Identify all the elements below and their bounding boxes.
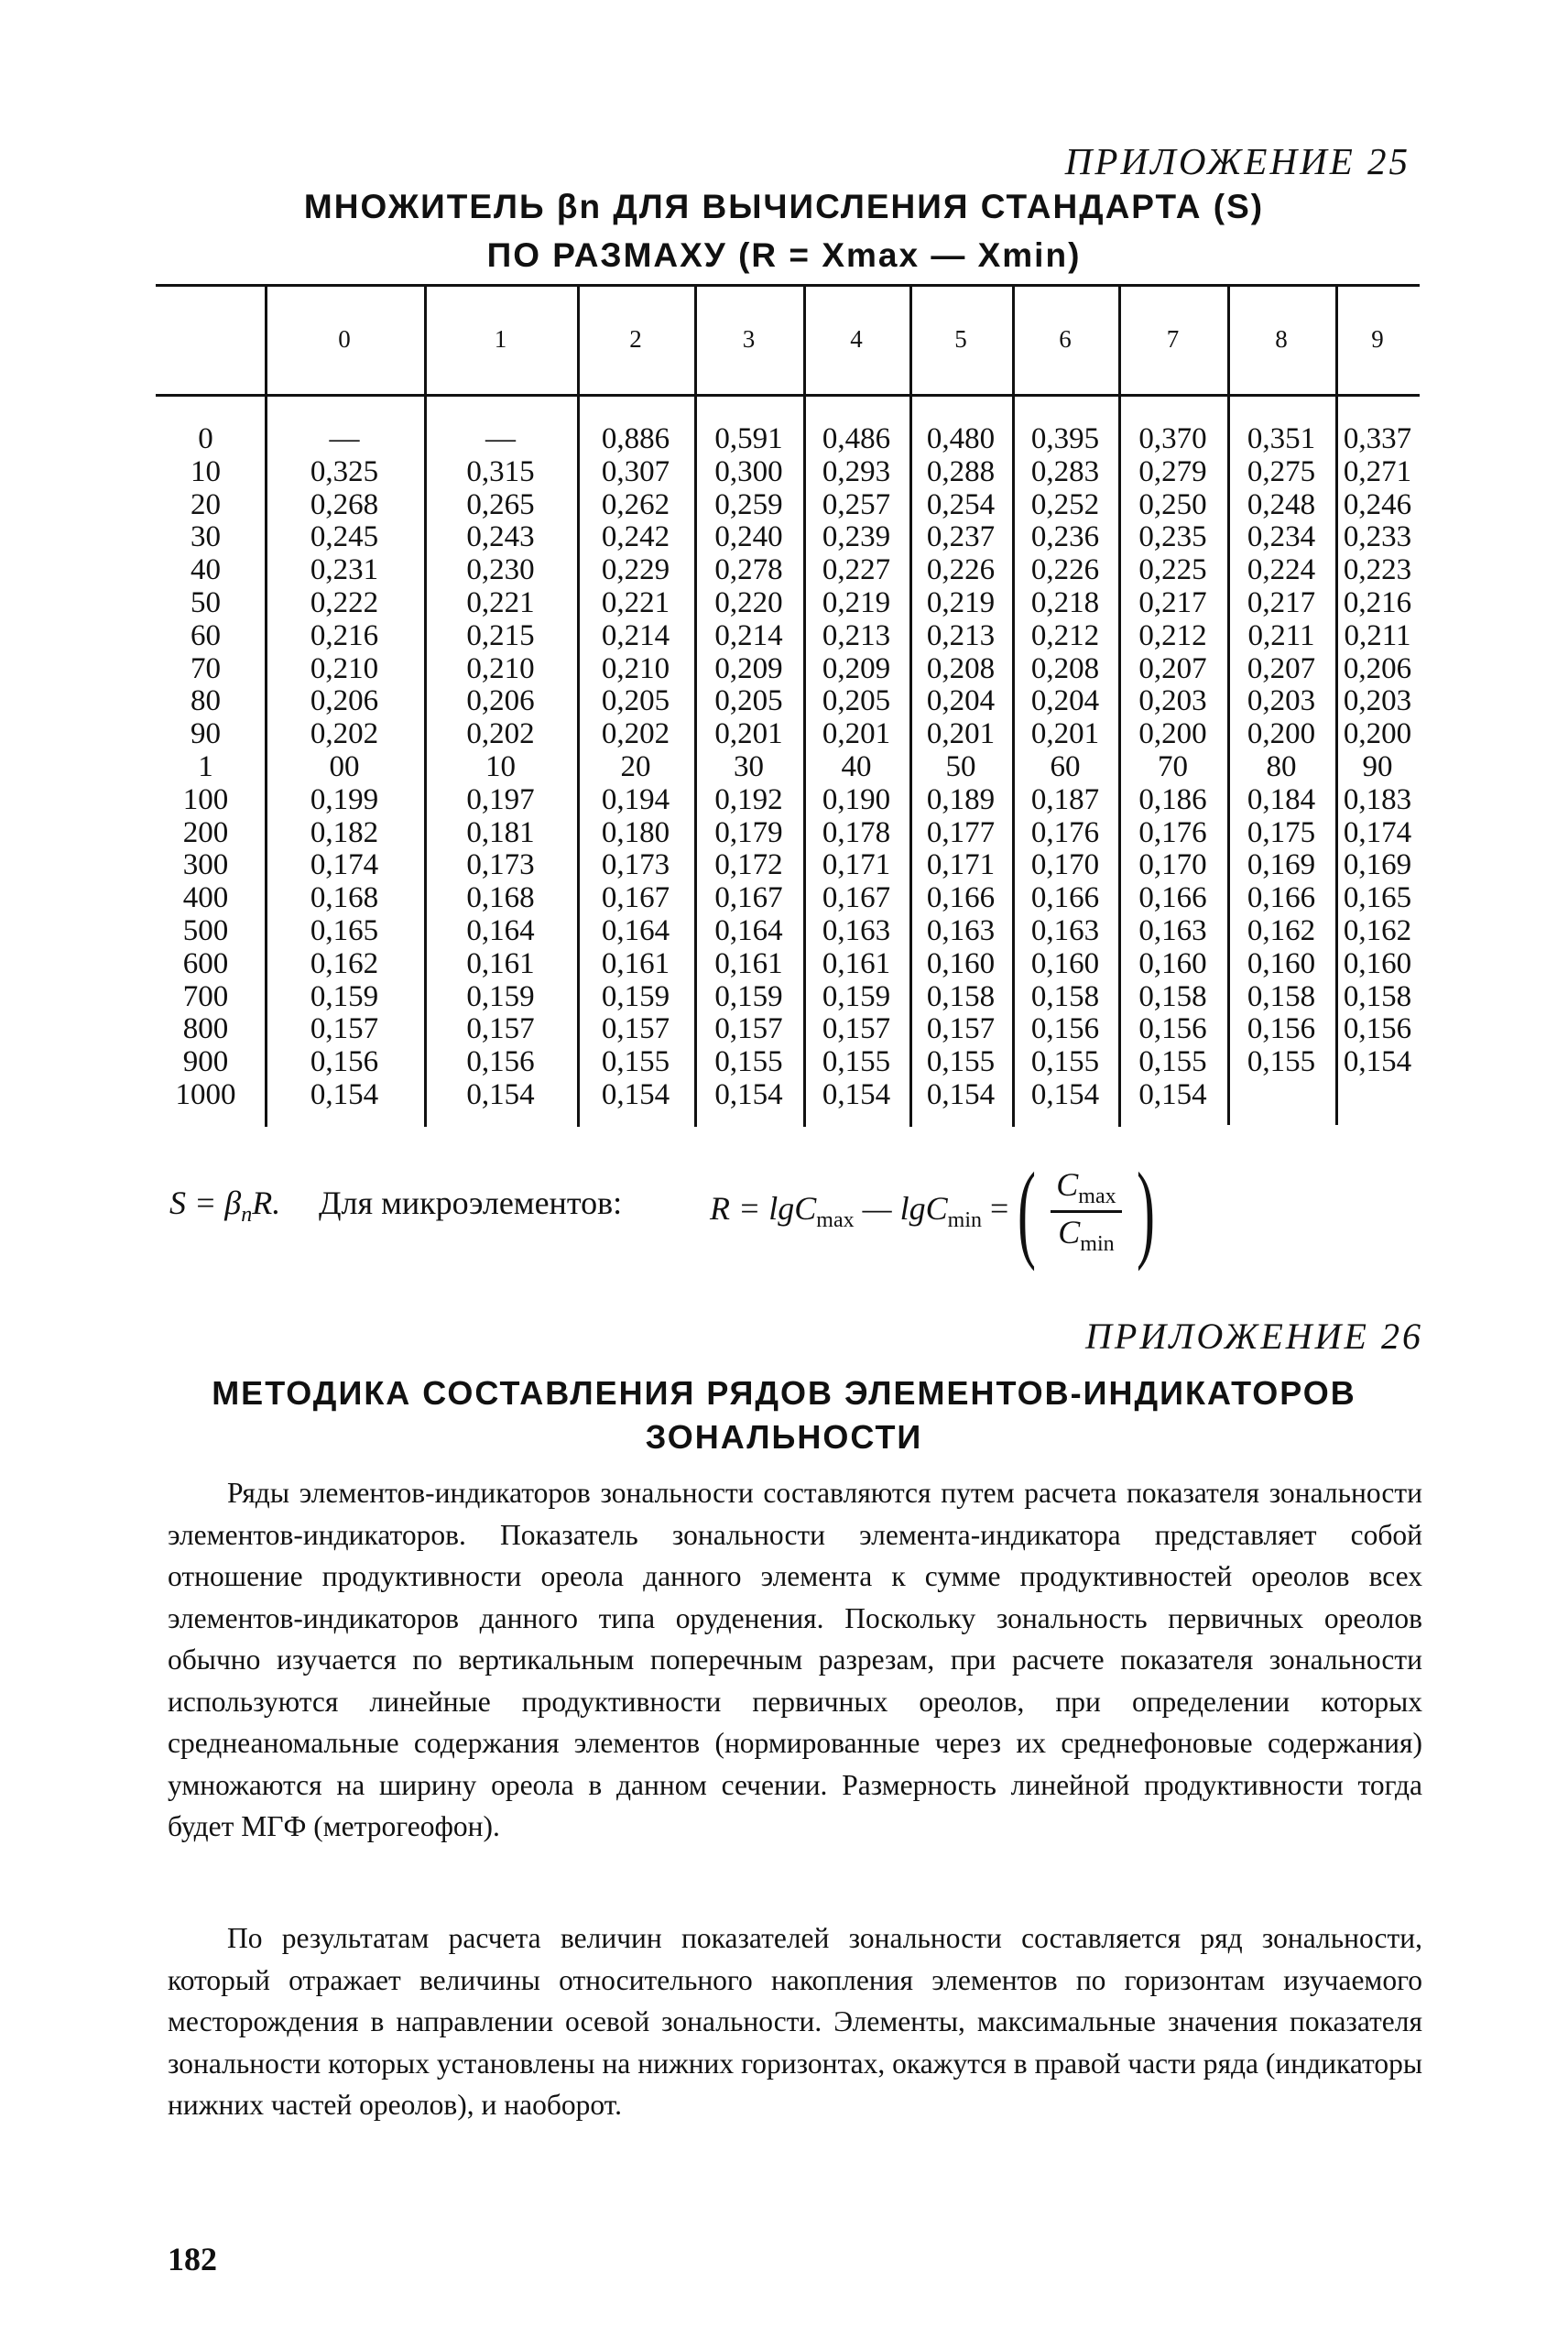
table-cell: 0,226 — [926, 553, 996, 587]
appendix-25-label: ПРИЛОЖЕНИЕ 25 — [1064, 140, 1410, 182]
page-number: 182 — [168, 2241, 217, 2277]
table-cell: 0,221 — [601, 585, 670, 619]
table-header-cell: 1 — [494, 325, 507, 353]
table-cell: 0,199 — [310, 782, 379, 816]
table-cell: 0,208 — [926, 651, 996, 685]
table-cell: 0,155 — [926, 1045, 996, 1079]
table-cell: 20 — [620, 749, 651, 783]
table-cell: 0,154 — [1138, 1077, 1207, 1111]
table-cell: 0,165 — [310, 913, 379, 947]
formula-fraction — [1051, 1165, 1121, 1256]
table-cell: 0,170 — [1030, 848, 1100, 882]
table-cell: 0,202 — [466, 717, 535, 751]
table-cell: 0,204 — [926, 684, 996, 718]
table-cell: 0,200 — [1138, 717, 1207, 751]
table-cell: 0,179 — [714, 815, 783, 849]
fraction-den-sub: min — [1080, 1231, 1115, 1256]
table-cell: 0,183 — [1343, 782, 1412, 816]
table-cell: 0,158 — [1247, 979, 1316, 1013]
table-cell — [1335, 1079, 1420, 1112]
table-cell: 0,259 — [714, 487, 783, 521]
table-cell: 0,242 — [601, 520, 670, 554]
table-cell: 0,216 — [1343, 585, 1412, 619]
table-cell: 0,201 — [926, 717, 996, 751]
table-cell: 0,169 — [1247, 848, 1316, 882]
table-cell: 0,174 — [1343, 815, 1412, 849]
table-cell: 0,167 — [822, 881, 891, 915]
table-cell: 0,157 — [822, 1012, 891, 1046]
table-cell: 0,257 — [822, 487, 891, 521]
table-top-rule — [156, 284, 1420, 287]
table-cell: 0,231 — [310, 553, 379, 587]
row-label: 80 — [191, 684, 221, 718]
formula-right-paren: ) — [1136, 1150, 1155, 1272]
table-cell: 0,156 — [1343, 1012, 1412, 1046]
row-label: 40 — [191, 553, 221, 587]
table-cell: 0,210 — [466, 651, 535, 685]
row-label: 200 — [182, 815, 229, 849]
table-cell: 0,265 — [466, 487, 535, 521]
formula-max-sub: max — [816, 1208, 855, 1233]
table-cell: 0,225 — [1138, 553, 1207, 587]
fraction-den-c: C — [1058, 1213, 1081, 1250]
table-cell: 0,161 — [466, 946, 535, 980]
table-cell: 0,181 — [466, 815, 535, 849]
table-cell: 0,200 — [1247, 717, 1316, 751]
table-cell: 0,209 — [822, 651, 891, 685]
table-cell: 0,203 — [1247, 684, 1316, 718]
table-cell: 0,236 — [1030, 520, 1100, 554]
table-header-cell: 4 — [850, 325, 863, 353]
row-label: 300 — [182, 848, 229, 882]
table-cell: 0,227 — [822, 553, 891, 587]
table-header-cell: 2 — [629, 325, 642, 353]
table-cell: 0,156 — [310, 1045, 379, 1079]
table-cell: 0,178 — [822, 815, 891, 849]
table-cell: 0,177 — [926, 815, 996, 849]
row-label: 1 — [198, 749, 213, 783]
table-cell: 0,159 — [714, 979, 783, 1013]
table-cell: 0,157 — [601, 1012, 670, 1046]
table-cell: 90 — [1362, 749, 1393, 783]
row-label: 20 — [191, 487, 221, 521]
table-cell: — — [485, 422, 516, 455]
table-cell: 0,155 — [1138, 1045, 1207, 1079]
table-cell: 0,337 — [1343, 422, 1412, 455]
table-cell: 0,217 — [1138, 585, 1207, 619]
row-label: 900 — [182, 1045, 229, 1079]
row-label: 800 — [182, 1012, 229, 1046]
table-header-cell: 9 — [1371, 325, 1384, 353]
table-cell: 0,154 — [601, 1077, 670, 1111]
paragraph-2: По результатам расчета величин показателей зональности составляется ряд зональности, который отражает величины относительного накопления элементов по горизонтам изучаемого месторождения в направлении осевой зональности. Элементы, максимальные значения показателя зональности которых установлены на нижних горизонтах, окажутся в правой части ряда (индикаторы нижних частей ореолов), и наоборот. — [168, 1922, 1422, 2121]
table-column-5 — [909, 423, 1012, 1112]
table-header-rule — [156, 394, 1420, 397]
table-cell: 0,209 — [714, 651, 783, 685]
table-cell: 0,159 — [466, 979, 535, 1013]
section-title-line-1: МЕТОДИКА СОСТАВЛЕНИЯ РЯДОВ ЭЛЕМЕНТОВ-ИНДИКАТОРОВ — [212, 1374, 1356, 1412]
table-header-cell: 7 — [1166, 325, 1180, 353]
table-cell: 0,886 — [601, 422, 670, 455]
table-cell: 0,158 — [1138, 979, 1207, 1013]
table-cell: 0,164 — [466, 913, 535, 947]
table-cell: 0,224 — [1247, 553, 1316, 587]
table-column-3 — [694, 423, 803, 1112]
table-cell: 0,245 — [310, 520, 379, 554]
table-cell: 0,165 — [1343, 881, 1412, 915]
table-cell: 0,271 — [1343, 454, 1412, 488]
table-cell: 0,159 — [310, 979, 379, 1013]
table-cell: 0,154 — [822, 1077, 891, 1111]
section-title-line-2: ЗОНАЛЬНОСТИ — [645, 1418, 923, 1456]
row-label: 100 — [182, 782, 229, 816]
formula-s-r: R. — [252, 1185, 281, 1221]
table-cell: 0,168 — [466, 881, 535, 915]
table-cell: 0,201 — [822, 717, 891, 751]
table-cell: 0,180 — [601, 815, 670, 849]
table-cell: 40 — [841, 749, 872, 783]
table-cell: 0,248 — [1247, 487, 1316, 521]
table-cell: 0,233 — [1343, 520, 1412, 554]
table-cell: 0,218 — [1030, 585, 1100, 619]
table-cell: 0,278 — [714, 553, 783, 587]
table-column-6 — [1012, 423, 1118, 1112]
table-cell: 0,164 — [714, 913, 783, 947]
table-cell: 0,395 — [1030, 422, 1100, 455]
table-cell: — — [329, 422, 360, 455]
table-cell: 0,226 — [1030, 553, 1100, 587]
table-column-9 — [1335, 423, 1420, 1112]
row-label: 500 — [182, 913, 229, 947]
table-cell: 0,212 — [1030, 618, 1100, 652]
table-cell: 0,210 — [601, 651, 670, 685]
table-cell: 0,325 — [310, 454, 379, 488]
table-cell: 0,219 — [822, 585, 891, 619]
row-label: 30 — [191, 520, 221, 554]
table-cell: 0,221 — [466, 585, 535, 619]
table-cell: 0,239 — [822, 520, 891, 554]
table-cell: 0,170 — [1138, 848, 1207, 882]
table-cell: 0,206 — [466, 684, 535, 718]
row-label: 1000 — [175, 1077, 236, 1111]
table-column-0 — [265, 423, 424, 1112]
table-cell: 0,223 — [1343, 553, 1412, 587]
table-cell: 0,154 — [714, 1077, 783, 1111]
table-cell: 0,203 — [1343, 684, 1412, 718]
table-cell: 0,262 — [601, 487, 670, 521]
table-cell: 0,154 — [926, 1077, 996, 1111]
table-cell: 0,243 — [466, 520, 535, 554]
table-cell: 0,157 — [714, 1012, 783, 1046]
table-cell: 0,176 — [1030, 815, 1100, 849]
row-label: 90 — [191, 717, 221, 751]
table-cell: 0,160 — [926, 946, 996, 980]
table-cell: 0,155 — [601, 1045, 670, 1079]
formula-eq: = — [982, 1189, 1009, 1227]
table-cell: 0,167 — [714, 881, 783, 915]
table-cell: 0,216 — [310, 618, 379, 652]
table-cell: 0,163 — [1138, 913, 1207, 947]
appendix-26-label: ПРИЛОЖЕНИЕ 26 — [1085, 1316, 1423, 1357]
table-cell: 0,293 — [822, 454, 891, 488]
formula-minus-lg: — lgC — [854, 1189, 948, 1227]
row-label: 70 — [191, 651, 221, 685]
table-cell: 0,201 — [1030, 717, 1100, 751]
table-cell: 0,166 — [1247, 881, 1316, 915]
table-cell: 0,163 — [822, 913, 891, 947]
table-cell: 0,219 — [926, 585, 996, 619]
row-label: 60 — [191, 618, 221, 652]
row-label: 600 — [182, 946, 229, 980]
table-cell: 0,154 — [466, 1077, 535, 1111]
fraction-num-c: C — [1056, 1166, 1079, 1204]
table-cell: 0,160 — [1343, 946, 1412, 980]
table-cell: 0,240 — [714, 520, 783, 554]
paragraph-1: Ряды элементов-индикаторов зональности составляются путем расчета показателя зональности элементов-индикаторов. Показатель зональности элемента-индикатора представляет собой отношение продуктивности ореола данного элемента к сумме продуктивностей ореолов всех элементов-индикаторов данного типа оруденения. Поскольку зональность первичных ореолов обычно изучается по вертикальным поперечным разрезам, при расчете показателя зональности используются линейные продуктивности первичных ореолов, при определении которых среднеаномальные содержания элементов (нормированные через их среднефоновые содержания) умножаются на ширину ореола в данном сечении. Размерность линейной продуктивности тогда будет МГФ (метрогеофон). — [168, 1477, 1422, 1842]
table-cell: 0,160 — [1138, 946, 1207, 980]
table-cell: 0,173 — [466, 848, 535, 882]
row-label: 400 — [182, 881, 229, 915]
table-cell: 0,300 — [714, 454, 783, 488]
table-cell: 0,207 — [1247, 651, 1316, 685]
table-cell: 0,189 — [926, 782, 996, 816]
table-cell: 0,486 — [822, 422, 891, 455]
formula-min-sub: min — [947, 1208, 982, 1233]
table-cell: 0,279 — [1138, 454, 1207, 488]
table-cell: 0,187 — [1030, 782, 1100, 816]
table-cell: 0,182 — [310, 815, 379, 849]
table-cell: 0,206 — [1343, 651, 1412, 685]
table-cell: 0,163 — [926, 913, 996, 947]
table-cell: 0,212 — [1138, 618, 1207, 652]
formula-s-sub: n — [241, 1203, 253, 1228]
table-cell: 0,166 — [1138, 881, 1207, 915]
table-cell: 0,204 — [1030, 684, 1100, 718]
formula-r-eq: R = lgC — [710, 1189, 817, 1227]
row-label: 10 — [191, 454, 221, 488]
table-cell: 0,161 — [714, 946, 783, 980]
table-cell: 0,246 — [1343, 487, 1412, 521]
table-cell: 0,173 — [601, 848, 670, 882]
table-cell: 0,162 — [1343, 913, 1412, 947]
table-cell: 0,205 — [601, 684, 670, 718]
table-cell: 0,205 — [822, 684, 891, 718]
table-header-cell: 6 — [1059, 325, 1072, 353]
table-cell: 0,214 — [601, 618, 670, 652]
table-cell: 0,167 — [601, 881, 670, 915]
table-cell: 0,154 — [1343, 1045, 1412, 1079]
table-cell: 0,161 — [822, 946, 891, 980]
table-cell: 0,158 — [1343, 979, 1412, 1013]
table-cell: 0,192 — [714, 782, 783, 816]
table-cell: 0,351 — [1247, 422, 1316, 455]
table-cell: 0,250 — [1138, 487, 1207, 521]
table-cell: 0,157 — [466, 1012, 535, 1046]
table-cell: 0,217 — [1247, 585, 1316, 619]
table-cell: 0,156 — [1030, 1012, 1100, 1046]
table-cell: 0,175 — [1247, 815, 1316, 849]
table-cell: 0,155 — [822, 1045, 891, 1079]
table-cell: 0,171 — [926, 848, 996, 882]
table-cell: 0,213 — [926, 618, 996, 652]
table-cell: 0,370 — [1138, 422, 1207, 455]
table-cell: 0,166 — [1030, 881, 1100, 915]
table-cell: 0,161 — [601, 946, 670, 980]
table-cell: 0,156 — [1138, 1012, 1207, 1046]
table-cell: 50 — [945, 749, 976, 783]
table-cell: 0,155 — [714, 1045, 783, 1079]
table-cell: 70 — [1158, 749, 1188, 783]
table-cell: 0,237 — [926, 520, 996, 554]
row-label: 50 — [191, 585, 221, 619]
table-title-line-2: ПО РАЗМАХУ (R = Xmax — Xmin) — [486, 236, 1082, 274]
table-column-2 — [577, 423, 694, 1112]
table-cell: 0,283 — [1030, 454, 1100, 488]
table-cell: 0,156 — [466, 1045, 535, 1079]
table-column-4 — [803, 423, 909, 1112]
table-cell: 0,156 — [1247, 1012, 1316, 1046]
table-row-labels — [147, 423, 265, 1112]
table-cell: 0,275 — [1247, 454, 1316, 488]
formula-left-paren: ( — [1018, 1150, 1037, 1272]
table-cell: 0,234 — [1247, 520, 1316, 554]
table-cell: 0,201 — [714, 717, 783, 751]
table-cell: 0,197 — [466, 782, 535, 816]
table-cell: 0,207 — [1138, 651, 1207, 685]
table-cell: 0,186 — [1138, 782, 1207, 816]
row-label: 0 — [198, 422, 213, 455]
table-cell: 0,160 — [1030, 946, 1100, 980]
table-cell: 60 — [1050, 749, 1081, 783]
table-cell: 0,229 — [601, 553, 670, 587]
table-cell: 0,202 — [601, 717, 670, 751]
row-label: 700 — [182, 979, 229, 1013]
table-cell: 0,230 — [466, 553, 535, 587]
table-cell: 0,252 — [1030, 487, 1100, 521]
table-header-cell: 0 — [338, 325, 351, 353]
table-cell: 0,480 — [926, 422, 996, 455]
table-header-cell: 5 — [954, 325, 967, 353]
table-cell: 0,155 — [1247, 1045, 1316, 1079]
table-cell: 80 — [1266, 749, 1297, 783]
formula-s — [169, 1184, 280, 1228]
table-cell: 0,157 — [310, 1012, 379, 1046]
table-cell: 30 — [734, 749, 764, 783]
table-cell: 00 — [329, 749, 360, 783]
table-title-line-1: МНОЖИТЕЛЬ βn ДЛЯ ВЫЧИСЛЕНИЯ СТАНДАРТА (S) — [303, 188, 1265, 225]
table-cell: 0,210 — [310, 651, 379, 685]
table-cell: 0,162 — [1247, 913, 1316, 947]
table-cell: 0,315 — [466, 454, 535, 488]
table-cell: 0,162 — [310, 946, 379, 980]
table-cell: 0,206 — [310, 684, 379, 718]
table-cell: 0,194 — [601, 782, 670, 816]
formula-micro-label: Для микроэлементов: — [319, 1185, 623, 1221]
table-cell: 0,163 — [1030, 913, 1100, 947]
table-cell: 0,154 — [1030, 1077, 1100, 1111]
table-cell: 0,176 — [1138, 815, 1207, 849]
table-cell: 0,200 — [1343, 717, 1412, 751]
table-cell: 10 — [485, 749, 516, 783]
table-cell — [1227, 1079, 1335, 1112]
table-cell: 0,235 — [1138, 520, 1207, 554]
table-cell: 0,159 — [822, 979, 891, 1013]
table-column-1 — [424, 423, 577, 1112]
table-cell: 0,268 — [310, 487, 379, 521]
table-cell: 0,220 — [714, 585, 783, 619]
table-column-7 — [1118, 423, 1227, 1112]
table-cell: 0,159 — [601, 979, 670, 1013]
table-cell: 0,184 — [1247, 782, 1316, 816]
table-cell: 0,154 — [310, 1077, 379, 1111]
table-header-cell: 8 — [1275, 325, 1288, 353]
table-cell: 0,591 — [714, 422, 783, 455]
table-cell: 0,155 — [1030, 1045, 1100, 1079]
table-cell: 0,254 — [926, 487, 996, 521]
table-cell: 0,211 — [1344, 618, 1411, 652]
table-cell: 0,222 — [310, 585, 379, 619]
table-cell: 0,214 — [714, 618, 783, 652]
table-cell: 0,164 — [601, 913, 670, 947]
table-cell: 0,203 — [1138, 684, 1207, 718]
table-cell: 0,174 — [310, 848, 379, 882]
table-cell: 0,190 — [822, 782, 891, 816]
formula-s-eq: S = β — [169, 1185, 242, 1221]
table-cell: 0,160 — [1247, 946, 1316, 980]
table-cell: 0,205 — [714, 684, 783, 718]
table-cell: 0,158 — [926, 979, 996, 1013]
table-cell: 0,157 — [926, 1012, 996, 1046]
table-cell: 0,158 — [1030, 979, 1100, 1013]
table-header-cell: 3 — [742, 325, 756, 353]
table-cell: 0,169 — [1343, 848, 1412, 882]
table-cell: 0,208 — [1030, 651, 1100, 685]
table-cell: 0,288 — [926, 454, 996, 488]
table-cell: 0,171 — [822, 848, 891, 882]
table-cell: 0,172 — [714, 848, 783, 882]
table-cell: 0,166 — [926, 881, 996, 915]
table-cell: 0,215 — [466, 618, 535, 652]
table-cell: 0,168 — [310, 881, 379, 915]
table-cell: 0,213 — [822, 618, 891, 652]
table-cell: 0,307 — [601, 454, 670, 488]
table-cell: 0,202 — [310, 717, 379, 751]
fraction-num-sub: max — [1078, 1185, 1116, 1209]
formula-r — [710, 1150, 1164, 1272]
table-column-8 — [1227, 423, 1335, 1112]
table-cell: 0,211 — [1247, 618, 1315, 652]
